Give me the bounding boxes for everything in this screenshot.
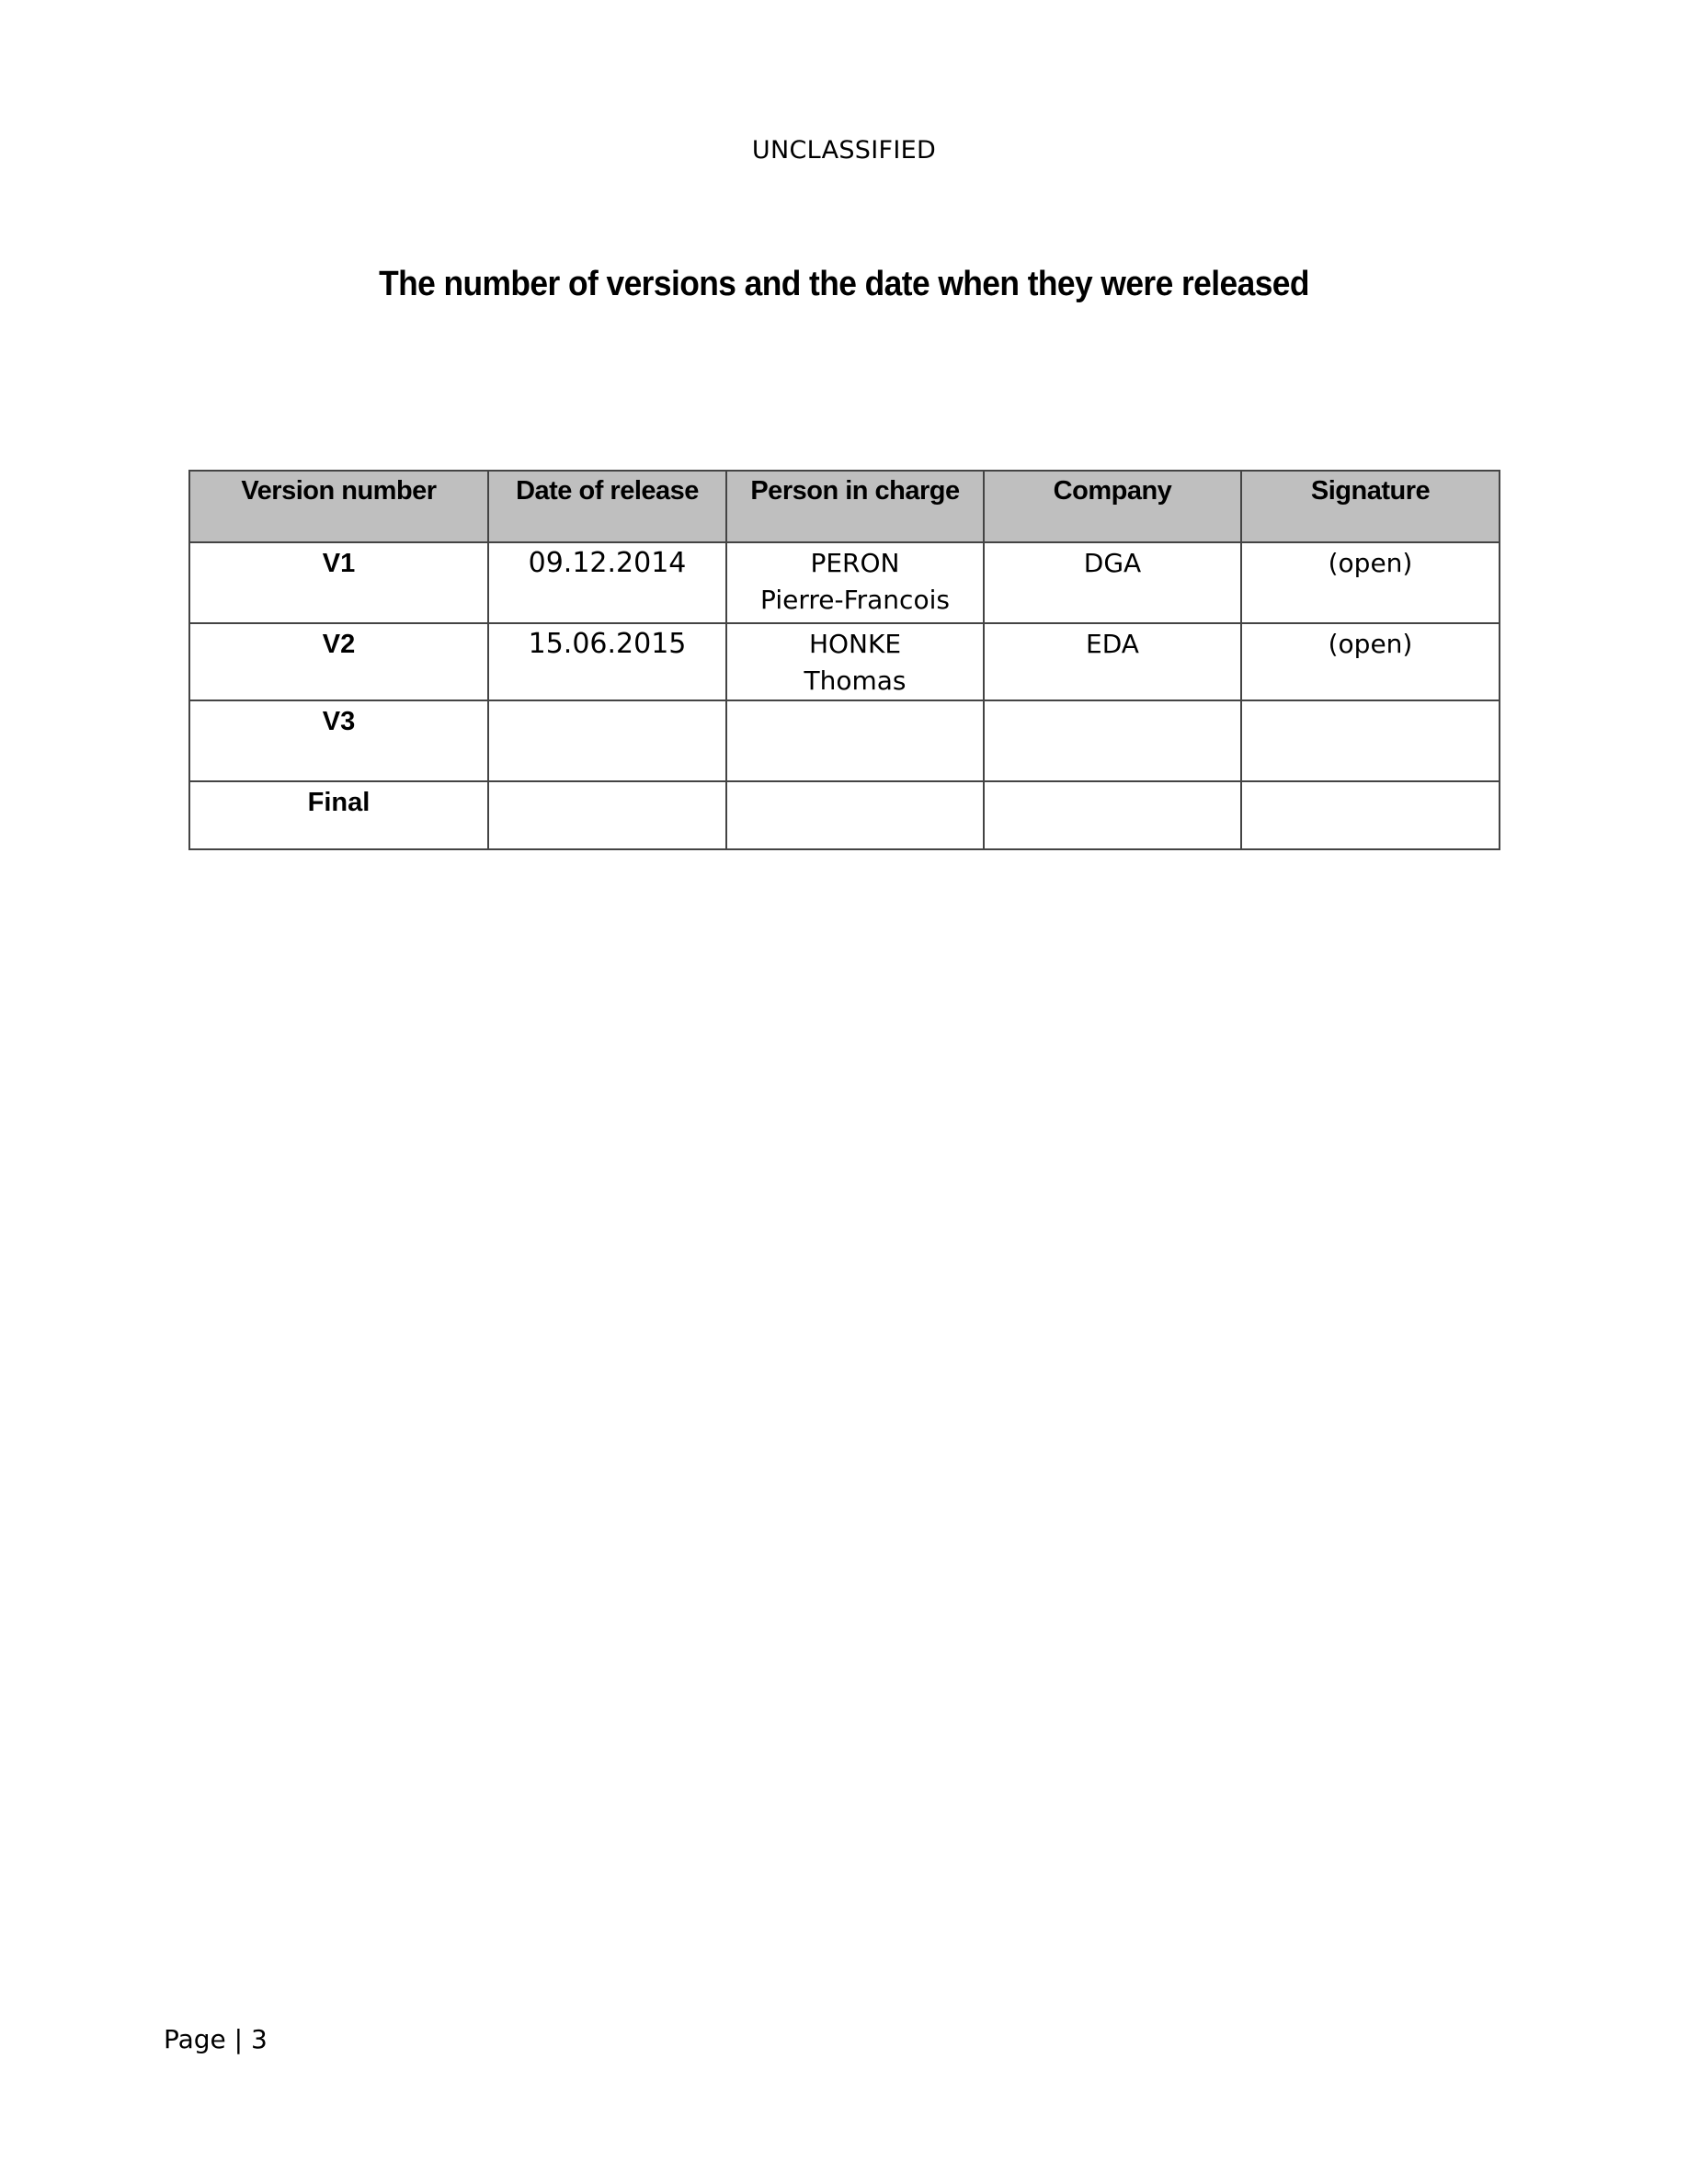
column-header-version: Version number	[189, 471, 488, 542]
person-cell	[726, 623, 984, 700]
person-surname: HONKE	[808, 629, 902, 659]
column-header-date: Date of release	[488, 471, 726, 542]
company-cell	[984, 700, 1241, 781]
column-header-signature: Signature	[1241, 471, 1500, 542]
company-cell	[984, 781, 1241, 849]
table-row	[189, 623, 1500, 700]
date-cell	[488, 781, 726, 849]
person-cell	[726, 700, 984, 781]
classification-header: UNCLASSIFIED	[751, 136, 937, 165]
version-cell: Final	[189, 781, 488, 849]
version-cell: V2	[189, 623, 488, 700]
version-cell: V1	[189, 542, 488, 623]
person-cell	[726, 542, 984, 623]
table-row	[189, 700, 1500, 781]
page-title: The number of versions and the date when they were released	[379, 265, 1309, 303]
person-given-name: Pierre-Francois	[760, 585, 950, 615]
column-header-person: Person in charge	[726, 471, 984, 542]
version-cell: V3	[189, 700, 488, 781]
column-header-company: Company	[984, 471, 1241, 542]
versions-table	[188, 470, 1500, 850]
signature-cell	[1241, 700, 1500, 781]
signature-cell: (open)	[1241, 542, 1500, 623]
company-cell: EDA	[984, 623, 1241, 700]
date-cell: 15.06.2015	[488, 623, 726, 700]
person-surname: PERON	[810, 548, 900, 578]
date-cell	[488, 700, 726, 781]
date-cell: 09.12.2014	[488, 542, 726, 623]
person-given-name: Thomas	[804, 665, 907, 696]
person-cell	[726, 781, 984, 849]
signature-cell	[1241, 781, 1500, 849]
signature-cell: (open)	[1241, 623, 1500, 700]
company-cell: DGA	[984, 542, 1241, 623]
table-header-row	[189, 471, 1500, 542]
table-row	[189, 542, 1500, 623]
table-row	[189, 781, 1500, 849]
page-number-footer: Page | 3	[164, 2024, 268, 2054]
